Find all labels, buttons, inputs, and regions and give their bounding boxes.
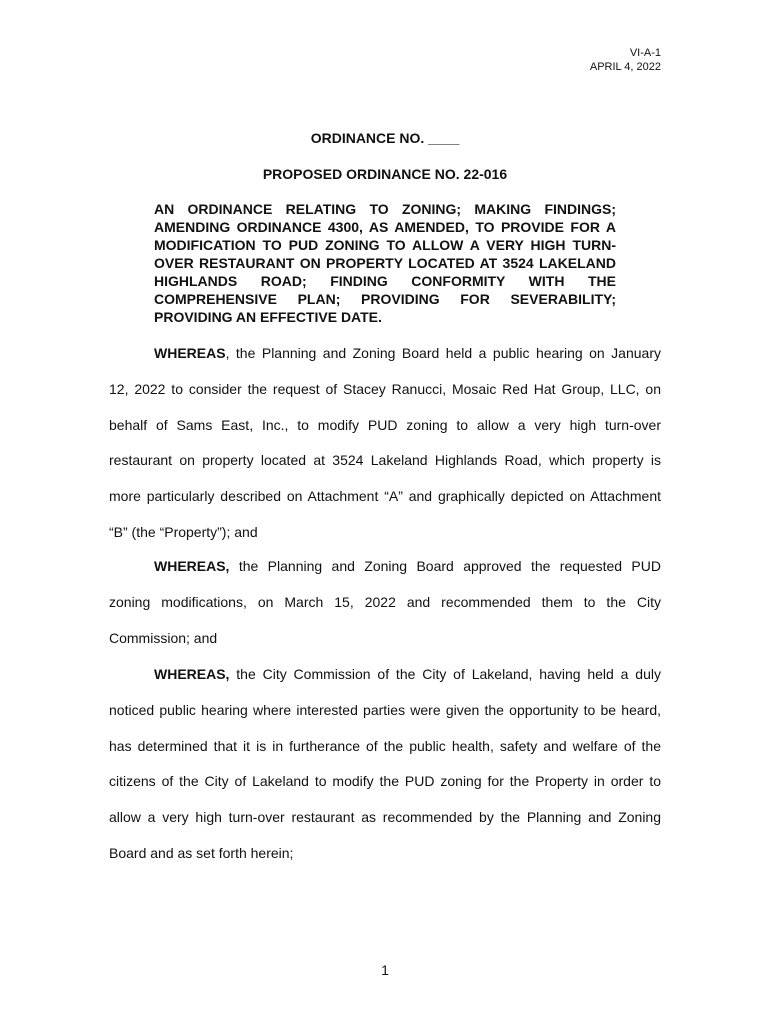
ordinance-number-title: ORDINANCE NO. ____ xyxy=(310,130,460,146)
paragraph-line: more particularly described on Attachment “A” and graphically depicted on Attachment xyxy=(109,488,661,505)
paragraph-line: behalf of Sams East, Inc., to modify PUD zoning to allow a very high turn-over xyxy=(109,416,661,433)
ordinance-caption: AN ORDINANCE RELATING TO ZONING; MAKING FINDINGS; AMENDING ORDINANCE 4300, AS AMENDED, TO PROVIDE FOR A MODIFICATION TO PUD ZONING TO ALLOW A VERY HIGH TURN-OVER RESTAURANT ON PROPERTY LOCATED AT 3524 LAKELAND HIGHLANDS ROAD; FINDING CONFORMITY WITH THE COMPREHENSIVE PLAN; PROVIDING FOR SEVERABILITY; PROVIDING AN EFFECTIVE DATE. xyxy=(154,201,616,325)
paragraph-line: noticed public hearing where interested parties were given the opportunity to be heard, xyxy=(109,701,661,718)
paragraph-line xyxy=(109,344,661,380)
proposed-ordinance-title: PROPOSED ORDINANCE NO. 22-016 xyxy=(262,166,508,182)
line-text: , the Planning and Zoning Board held a public hearing on January xyxy=(225,345,661,361)
document-reference xyxy=(590,46,661,74)
reference-date: APRIL 4, 2022 xyxy=(589,61,661,73)
page-number: 1 xyxy=(381,962,389,978)
paragraph-line: 12, 2022 to consider the request of Stacey Ranucci, Mosaic Red Hat Group, LLC, on xyxy=(109,380,661,397)
paragraph-line: Commission; and xyxy=(109,629,218,646)
paragraph-line: restaurant on property located at 3524 Lakeland Highlands Road, which property is xyxy=(109,452,661,469)
paragraph-line xyxy=(109,557,661,593)
whereas-lead: WHEREAS, xyxy=(154,558,230,574)
paragraph-line: has determined that it is in furtherance of the public health, safety and welfare of the xyxy=(109,737,661,754)
whereas-lead: WHEREAS xyxy=(154,345,226,361)
paragraph-line: Board and as set forth herein; xyxy=(109,844,294,861)
line-text: the City Commission of the City of Lakeland, having held a duly xyxy=(229,666,661,682)
paragraph-line: citizens of the City of Lakeland to modify the PUD zoning for the Property in order to xyxy=(109,773,661,790)
paragraph-line xyxy=(109,665,661,701)
whereas-lead: WHEREAS, xyxy=(154,666,230,682)
line-text: the Planning and Zoning Board approved the requested PUD xyxy=(229,558,661,574)
whereas-paragraph-1 xyxy=(109,344,661,559)
paragraph-line: allow a very high turn-over restaurant as recommended by the Planning and Zoning xyxy=(109,809,661,826)
whereas-paragraph-2 xyxy=(109,557,661,664)
reference-code: VI-A-1 xyxy=(629,47,661,59)
paragraph-line: “B” (the “Property”); and xyxy=(109,523,258,540)
whereas-paragraph-3 xyxy=(109,665,661,880)
paragraph-line: zoning modifications, on March 15, 2022 and recommended them to the City xyxy=(109,593,661,610)
